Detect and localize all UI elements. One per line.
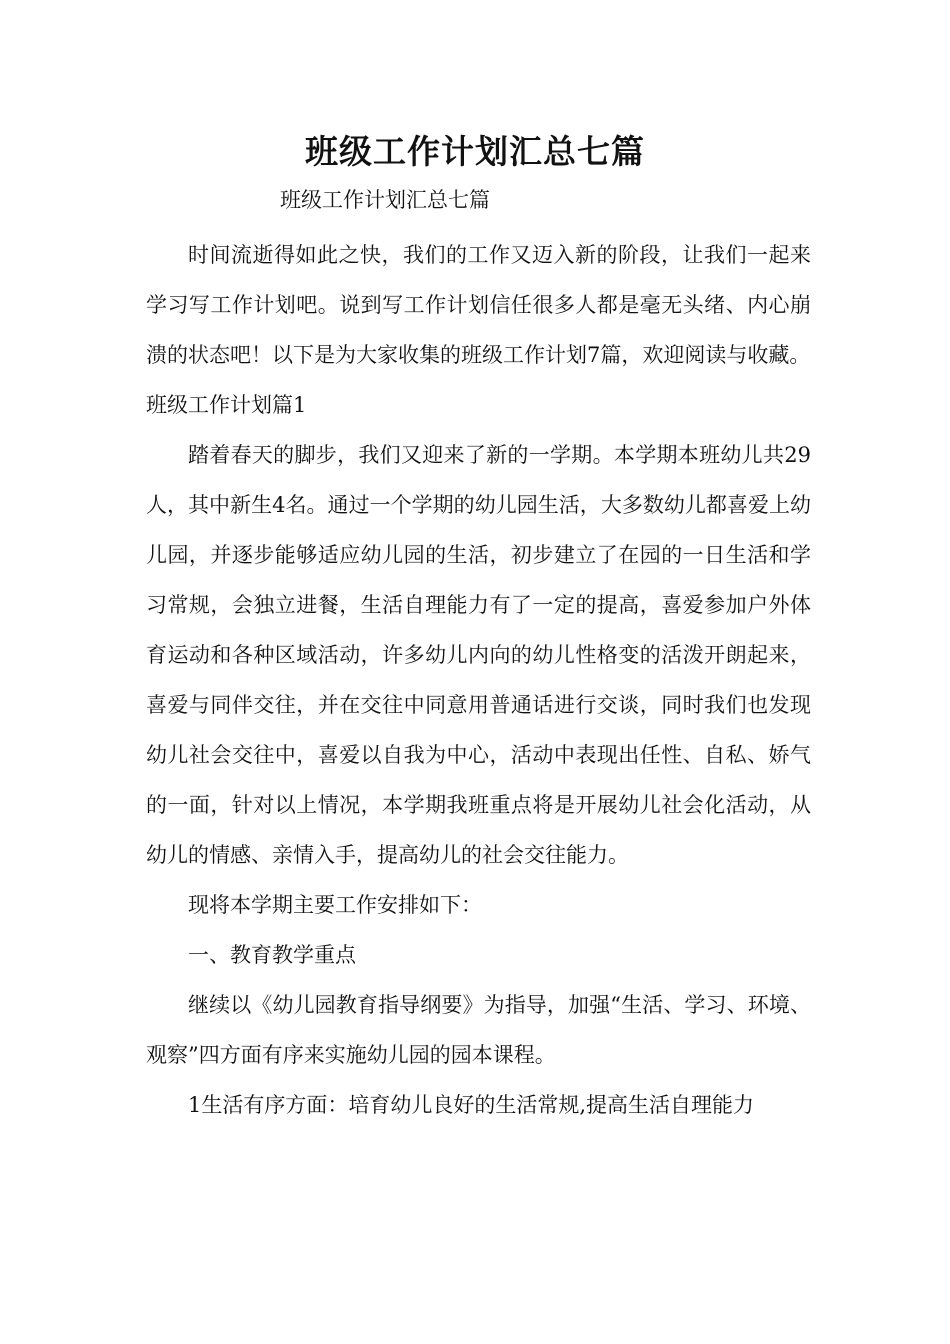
plan-1-paragraph: 踏着春天的脚步，我们又迎来了新的一学期。本学期本班幼儿共29人，其中新生4名。通过一个学期的幼儿园生活，大多数幼儿都喜爱上幼儿园，并逐步能够适应幼儿园的生活，初步建立了在园的一日生活和学习常规，会独立进餐，生活自理能力有了一定的提高，喜爱参加户外体育运动和各种区域活动，许多幼儿内向的幼儿性格变的活泼开朗起来，喜爱与同伴交往，并在交往中同意用普通话进行交谈，同时我们也发现幼儿社会交往中，喜爱以自我为中心，活动中表现出任性、自私、娇气的一面，针对以上情况，本学期我班重点将是开展幼儿社会化活动，从幼儿的情感、亲情入手，提高幼儿的社会交往能力。 (146, 443, 811, 867)
education-focus-paragraph: 继续以《幼儿园教育指导纲要》为指导，加强“生活、学习、环境、观察”四方面有序来实施幼儿园的园本课程。 (146, 993, 811, 1067)
subheading-education-focus: 一、教育教学重点 (188, 943, 356, 967)
document-title: 班级工作计划汇总七篇 (305, 132, 645, 171)
document-subtitle: 班级工作计划汇总七篇 (280, 188, 490, 212)
intro-paragraph: 时间流逝得如此之快，我们的工作又迈入新的阶段，让我们一起来学习写工作计划吧。说到写工作计划信任很多人都是毫无头绪、内心崩溃的状态吧！以下是为大家收集的班级工作计划7篇，欢迎阅读与收藏。 (146, 243, 811, 367)
section-heading-plan-1: 班级工作计划篇1 (146, 393, 307, 417)
arrangement-intro: 现将本学期主要工作安排如下： (188, 893, 482, 917)
life-order-paragraph: 1生活有序方面：培育幼儿良好的生活常规,提高生活自理能力 (188, 1093, 755, 1117)
document-body (146, 230, 811, 1130)
